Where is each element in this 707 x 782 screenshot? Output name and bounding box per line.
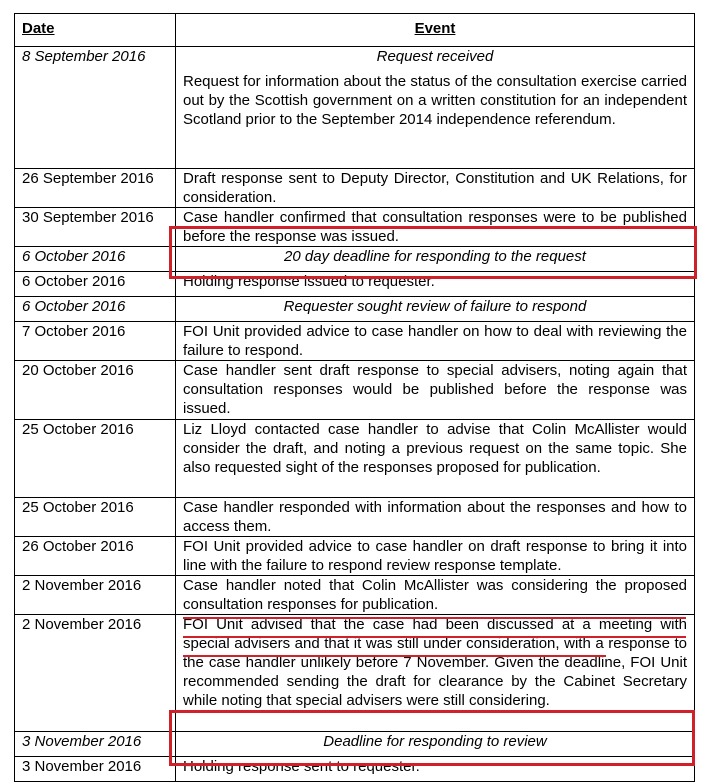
table-row	[15, 498, 695, 537]
table-row	[15, 47, 695, 169]
row-date: 2 November 2016	[15, 576, 176, 615]
row-event: Deadline for responding to review	[176, 732, 695, 757]
row-date: 3 November 2016	[15, 757, 176, 782]
underline-annotation	[183, 636, 686, 638]
row-event	[176, 47, 695, 169]
row-date: 26 October 2016	[15, 537, 176, 576]
row-event: 20 day deadline for responding to the request	[176, 247, 695, 272]
row-date: 6 October 2016	[15, 272, 176, 297]
row-event: FOI Unit provided advice to case handler on draft response to bring it into line with the failure to respond review response template.	[176, 537, 695, 576]
row-date: 25 October 2016	[15, 420, 176, 498]
timeline-table	[14, 13, 695, 782]
underline-annotation	[183, 655, 606, 657]
row-event: Case handler responded with information about the responses and how to access them.	[176, 498, 695, 537]
row-date: 30 September 2016	[15, 208, 176, 247]
row-date: 7 October 2016	[15, 322, 176, 361]
table-row	[15, 420, 695, 498]
row-event: Case handler noted that Colin McAllister was considering the proposed consultation responses for publication.	[176, 576, 695, 615]
row-event: Draft response sent to Deputy Director, Constitution and UK Relations, for consideration.	[176, 169, 695, 208]
row-event: Holding response sent to requester.	[176, 757, 695, 782]
row-event: FOI Unit provided advice to case handler on how to deal with reviewing the failure to respond.	[176, 322, 695, 361]
row-date: 26 September 2016	[15, 169, 176, 208]
row-date: 2 November 2016	[15, 615, 176, 732]
header-date: Date	[15, 14, 176, 47]
row-event-title: Request received	[376, 48, 494, 65]
row-date: 25 October 2016	[15, 498, 176, 537]
highlight-box-request-deadline	[169, 226, 697, 279]
table-row	[15, 361, 695, 420]
table-row	[15, 576, 695, 615]
row-date: 6 October 2016	[15, 297, 176, 322]
row-event: Case handler sent draft response to special advisers, noting again that consultation responses would be published before the response was issued.	[176, 361, 695, 420]
table-row	[15, 297, 695, 322]
row-event: Requester sought review of failure to respond	[176, 297, 695, 322]
row-date: 20 October 2016	[15, 361, 176, 420]
row-event: Case handler confirmed that consultation responses were to be published before the response was issued.	[176, 208, 695, 247]
row-date: 6 October 2016	[15, 247, 176, 272]
row-event: Holding response issued to requester.	[176, 272, 695, 297]
underline-annotation	[183, 617, 686, 619]
row-event: FOI Unit advised that the case had been discussed at a meeting with special advisers and that it was still under consideration, with a response to the case handler unlikely before 7 November. Given the deadline, FOI Unit recommended sending the draft for clearance by the Cabinet Secretary while noting that special advisers were still considering.	[176, 615, 695, 732]
row-event: Liz Lloyd contacted case handler to advise that Colin McAllister would consider the draft, and noting a previous request on the same topic. She also requested sight of the responses proposed for publication.	[176, 420, 695, 498]
row-date: 3 November 2016	[15, 732, 176, 757]
highlight-box-review-deadline	[169, 710, 695, 766]
header-event: Event	[176, 14, 695, 47]
table-row	[15, 537, 695, 576]
table-row	[15, 322, 695, 361]
row-event-detail: Request for information about the status of the consultation exercise carried out by the Scottish government on a written constitution for an independent Scotland prior to the September 2014 independence referendum.	[183, 73, 687, 128]
row-date: 8 September 2016	[15, 47, 176, 169]
table-header-row	[15, 14, 695, 47]
table-row	[15, 169, 695, 208]
